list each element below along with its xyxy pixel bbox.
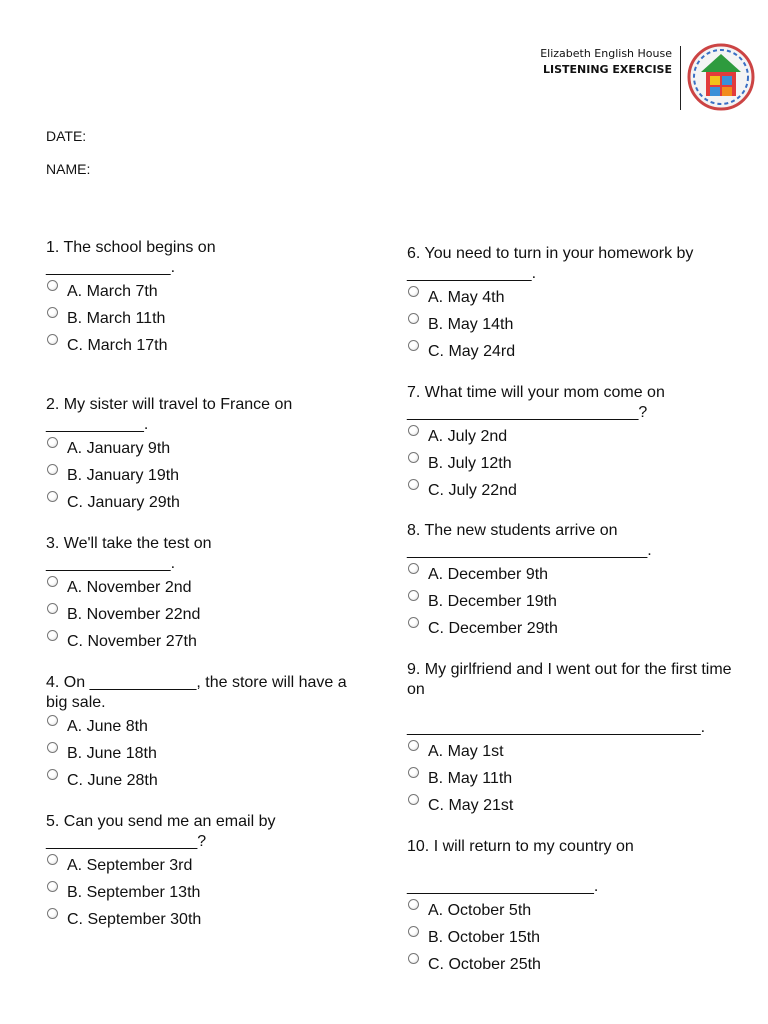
question-3	[46, 534, 366, 655]
option-b[interactable]	[46, 879, 366, 906]
option-a[interactable]	[46, 435, 366, 462]
name-label: NAME:	[46, 161, 91, 177]
radio-icon[interactable]	[408, 899, 419, 910]
option-label: B. December 19th	[428, 592, 557, 610]
question-6	[407, 244, 732, 365]
option-b[interactable]	[407, 311, 732, 338]
option-label: C. May 24rd	[428, 342, 516, 360]
question-5	[46, 812, 366, 933]
radio-icon[interactable]	[47, 464, 58, 475]
option-b[interactable]	[46, 305, 366, 332]
option-label: B. July 12th	[428, 454, 512, 472]
question-stem: 6. You need to turn in your homework by	[407, 245, 694, 262]
radio-icon[interactable]	[408, 794, 419, 805]
school-header	[540, 46, 672, 78]
question-blank: ______________.	[46, 555, 176, 572]
radio-icon[interactable]	[408, 563, 419, 574]
option-b[interactable]	[407, 765, 732, 792]
radio-icon[interactable]	[47, 881, 58, 892]
option-a[interactable]	[46, 278, 366, 305]
radio-icon[interactable]	[408, 953, 419, 964]
radio-icon[interactable]	[408, 740, 419, 751]
question-stem: 1. The school begins on	[46, 239, 216, 256]
option-label: C. September 30th	[67, 910, 202, 928]
option-c[interactable]	[407, 477, 732, 504]
option-b[interactable]	[407, 450, 732, 477]
radio-icon[interactable]	[47, 280, 58, 291]
radio-icon[interactable]	[47, 576, 58, 587]
question-stem: 3. We'll take the test on	[46, 535, 212, 552]
radio-icon[interactable]	[408, 767, 419, 778]
option-label: B. June 18th	[67, 744, 157, 762]
radio-icon[interactable]	[408, 286, 419, 297]
radio-icon[interactable]	[47, 769, 58, 780]
question-8	[407, 521, 732, 642]
radio-icon[interactable]	[408, 425, 419, 436]
option-label: A. December 9th	[428, 565, 549, 583]
option-label: C. November 27th	[67, 632, 197, 650]
option-a[interactable]	[407, 423, 732, 450]
option-label: A. May 1st	[428, 742, 504, 760]
question-blank: ___________________________.	[407, 542, 652, 559]
option-label: A. March 7th	[67, 282, 158, 300]
question-stem: 8. The new students arrive on	[407, 522, 618, 539]
school-name: Elizabeth English House	[540, 47, 672, 60]
question-blank: _________________?	[46, 833, 207, 850]
option-b[interactable]	[46, 601, 366, 628]
option-label: B. September 13th	[67, 883, 201, 901]
option-label: A. November 2nd	[67, 578, 192, 596]
question-7	[407, 383, 732, 504]
option-label: B. May 14th	[428, 315, 514, 333]
radio-icon[interactable]	[408, 313, 419, 324]
question-blank: __________________________?	[407, 404, 648, 421]
radio-icon[interactable]	[47, 742, 58, 753]
radio-icon[interactable]	[408, 590, 419, 601]
option-c[interactable]	[407, 792, 732, 819]
option-label: A. June 8th	[67, 717, 148, 735]
header-divider	[680, 46, 681, 110]
option-c[interactable]	[407, 615, 732, 642]
option-a[interactable]	[407, 561, 732, 588]
option-a[interactable]	[407, 897, 732, 924]
option-a[interactable]	[407, 738, 732, 765]
question-blank: ______________.	[407, 265, 537, 282]
option-label: C. May 21st	[428, 796, 514, 814]
option-label: C. June 28th	[67, 771, 158, 789]
radio-icon[interactable]	[408, 926, 419, 937]
question-stem: 5. Can you send me an email by	[46, 813, 276, 830]
radio-icon[interactable]	[408, 452, 419, 463]
radio-icon[interactable]	[47, 854, 58, 865]
radio-icon[interactable]	[47, 603, 58, 614]
option-label: C. March 17th	[67, 336, 168, 354]
option-a[interactable]	[46, 852, 366, 879]
question-stem: 7. What time will your mom come on	[407, 384, 665, 401]
radio-icon[interactable]	[408, 479, 419, 490]
option-label: B. November 22nd	[67, 605, 201, 623]
option-b[interactable]	[46, 740, 366, 767]
option-b[interactable]	[46, 462, 366, 489]
option-b[interactable]	[407, 924, 732, 951]
option-label: B. May 11th	[428, 769, 513, 787]
question-blank: ___________.	[46, 416, 149, 433]
question-10	[407, 837, 732, 978]
radio-icon[interactable]	[47, 908, 58, 919]
radio-icon[interactable]	[47, 630, 58, 641]
radio-icon[interactable]	[47, 491, 58, 502]
option-c[interactable]	[46, 489, 366, 516]
question-blank: _____________________.	[407, 878, 599, 895]
question-stem: 4. On ____________, the store will have a big sale.	[46, 674, 347, 711]
radio-icon[interactable]	[47, 334, 58, 345]
option-label: B. March 11th	[67, 309, 166, 327]
date-label: DATE:	[46, 128, 87, 144]
option-label: C. January 29th	[67, 493, 180, 511]
exercise-title: LISTENING EXERCISE	[543, 63, 672, 76]
option-a[interactable]	[46, 713, 366, 740]
option-label: A. October 5th	[428, 901, 532, 919]
option-label: C. December 29th	[428, 619, 558, 637]
question-stem: 10. I will return to my country on	[407, 838, 634, 855]
option-label: B. January 19th	[67, 466, 180, 484]
option-c[interactable]	[407, 951, 732, 978]
option-c[interactable]	[46, 628, 366, 655]
school-logo-icon	[686, 42, 756, 112]
question-1	[46, 238, 366, 359]
option-label: A. May 4th	[428, 288, 505, 306]
option-c[interactable]	[46, 767, 366, 794]
option-c[interactable]	[407, 338, 732, 365]
radio-icon[interactable]	[47, 307, 58, 318]
radio-icon[interactable]	[408, 617, 419, 628]
option-a[interactable]	[46, 574, 366, 601]
question-2	[46, 395, 366, 516]
radio-icon[interactable]	[47, 437, 58, 448]
option-a[interactable]	[407, 284, 732, 311]
option-label: A. January 9th	[67, 439, 171, 457]
question-9	[407, 660, 732, 819]
question-4	[46, 673, 366, 794]
radio-icon[interactable]	[408, 340, 419, 351]
option-b[interactable]	[407, 588, 732, 615]
option-c[interactable]	[46, 906, 366, 933]
option-label: C. October 25th	[428, 955, 541, 973]
option-label: A. July 2nd	[428, 427, 508, 445]
option-label: A. September 3rd	[67, 856, 193, 874]
question-blank: ______________.	[46, 259, 176, 276]
radio-icon[interactable]	[47, 715, 58, 726]
option-label: B. October 15th	[428, 928, 541, 946]
option-label: C. July 22nd	[428, 481, 517, 499]
option-c[interactable]	[46, 332, 366, 359]
question-blank: _________________________________.	[407, 719, 706, 736]
question-stem: 9. My girlfriend and I went out for the first time on	[407, 661, 732, 698]
question-stem: 2. My sister will travel to France on	[46, 396, 293, 413]
